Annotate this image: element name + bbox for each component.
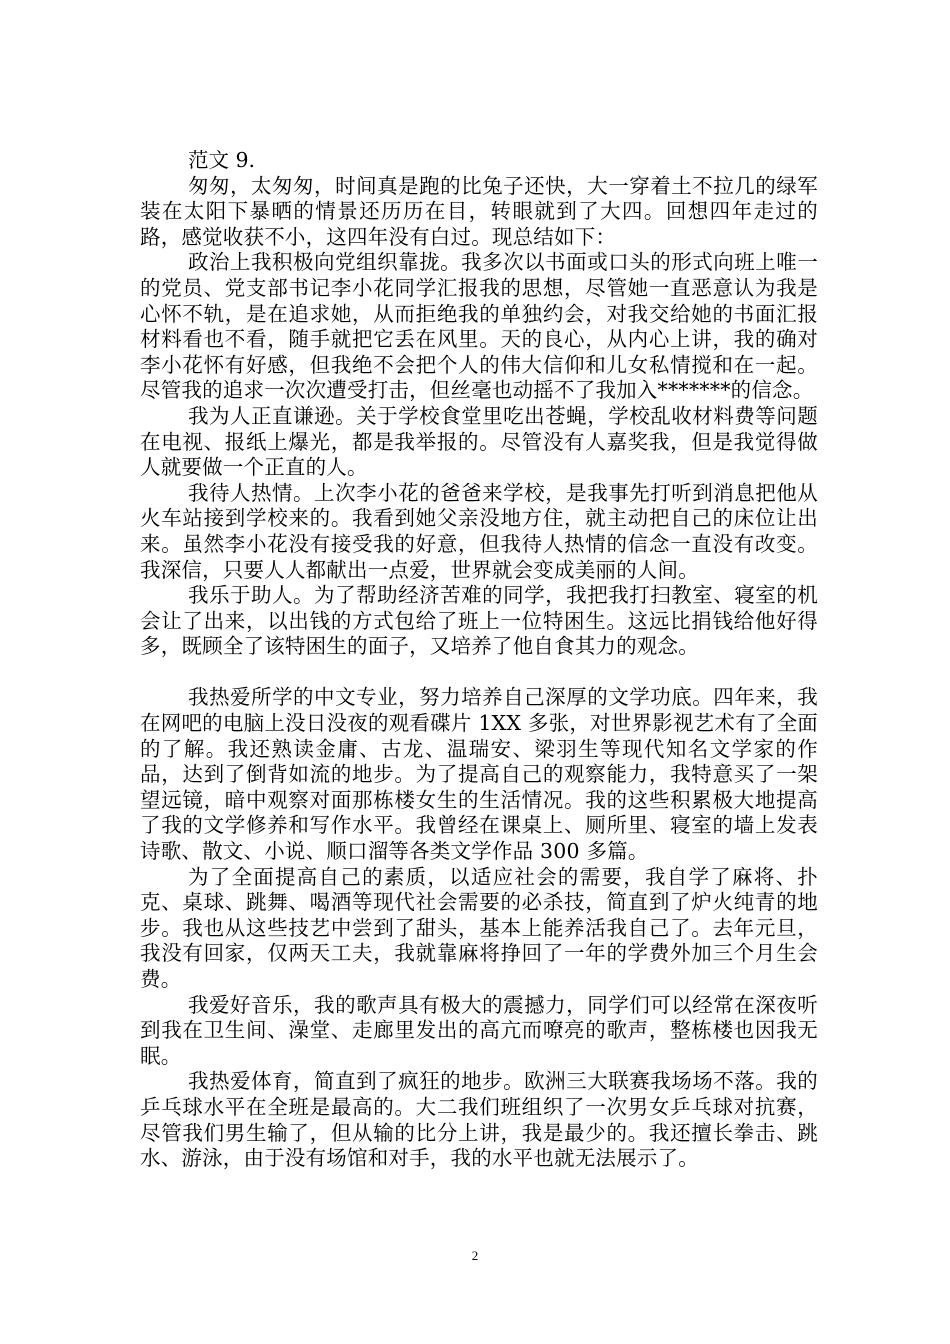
paragraph-music: 我爱好音乐，我的歌声具有极大的震撼力，同学们可以经常在深夜听到我在卫生间、澡堂、走廊里发出的高亢而嘹亮的歌声，整栋楼也因我无眠。 [140,992,818,1068]
paragraph-sports: 我热爱体育，简直到了疯狂的地步。欧洲三大联赛我场场不落。我的乒乓球水平在全班是最高的。大二我们班组织了一次男女乒乓球对抗赛，尽管我们男生输了，但从输的比分上讲，我是最少的。我还擅长拳击、跳水、游泳，由于没有场馆和对手，我的水平也就无法展示了。 [140,1069,818,1171]
document-body [140,148,818,1172]
paragraph-spacer [140,660,818,686]
paragraph-major: 我热爱所学的中文专业，努力培养自己深厚的文学功底。四年来，我在网吧的电脑上没日没夜的观看碟片 1XX 多张，对世界影视艺术有了全面的了解。我还熟读金庸、古龙、温瑞安、梁羽生等现代知名文学家的作品，达到了倒背如流的地步。为了提高自己的观察能力，我特意买了一架望远镜，暗中观察对面那栋楼女生的生活情况。我的这些积累极大地提高了我的文学修养和写作水平。我曾经在课桌上、厕所里、寝室的墙上发表诗歌、散文、小说、顺口溜等各类文学作品 300 多篇。 [140,685,818,864]
paragraph-intro: 匆匆，太匆匆，时间真是跑的比兔子还快，大一穿着土不拉几的绿军装在太阳下暴晒的情景还历历在目，转眼就到了大四。回想四年走过的路，感觉收获不小，这四年没有白过。现总结如下： [140,173,818,249]
paragraph-politics: 政治上我积极向党组织靠拢。我多次以书面或口头的形式向班上唯一的党员、党支部书记李小花同学汇报我的思想，尽管她一直恶意认为我是心怀不轨，是在追求她，从而拒绝我的单独约会，对我交给她的书面汇报材料看也不看，随手就把它丢在风里。天的良心，从内心上讲，我的确对李小花怀有好感，但我绝不会把个人的伟大信仰和儿女私情搅和在一起。尽管我的追求一次次遭受打击，但丝毫也动摇不了我加入*******的信念。 [140,250,818,403]
page-number: 2 [471,1248,479,1263]
paragraph-helpfulness: 我乐于助人。为了帮助经济苦难的同学，我把我打扫教室、寝室的机会让了出来，以出钱的方式包给了班上一位特困生。这远比捐钱给他好得多，既顾全了该特困生的面子，又培养了他自食其力的观念。 [140,583,818,659]
paragraph-warmth: 我待人热情。上次李小花的爸爸来学校，是我事先打听到消息把他从火车站接到学校来的。我看到她父亲没地方住，就主动把自己的床位让出来。虽然李小花没有接受我的好意，但我待人热情的信念一直没有改变。我深信，只要人人都献出一点爱，世界就会变成美丽的人间。 [140,480,818,582]
paragraph-integrity: 我为人正直谦逊。关于学校食堂里吃出苍蝇，学校乱收材料费等问题在电视、报纸上爆光，都是我举报的。尽管没有人嘉奖我，但是我觉得做人就要做一个正直的人。 [140,403,818,480]
section-heading: 范文 9. [188,148,256,172]
paragraph-skills: 为了全面提高自己的素质，以适应社会的需要，我自学了麻将、扑克、桌球、跳舞、喝酒等现代社会需要的必杀技，简直到了炉火纯青的地步。我也从这些技艺中尝到了甜头，基本上能养活我自己了。去年元旦，我没有回家，仅两天工夫，我就靠麻将挣回了一年的学费外加三个月生会费。 [140,864,818,991]
